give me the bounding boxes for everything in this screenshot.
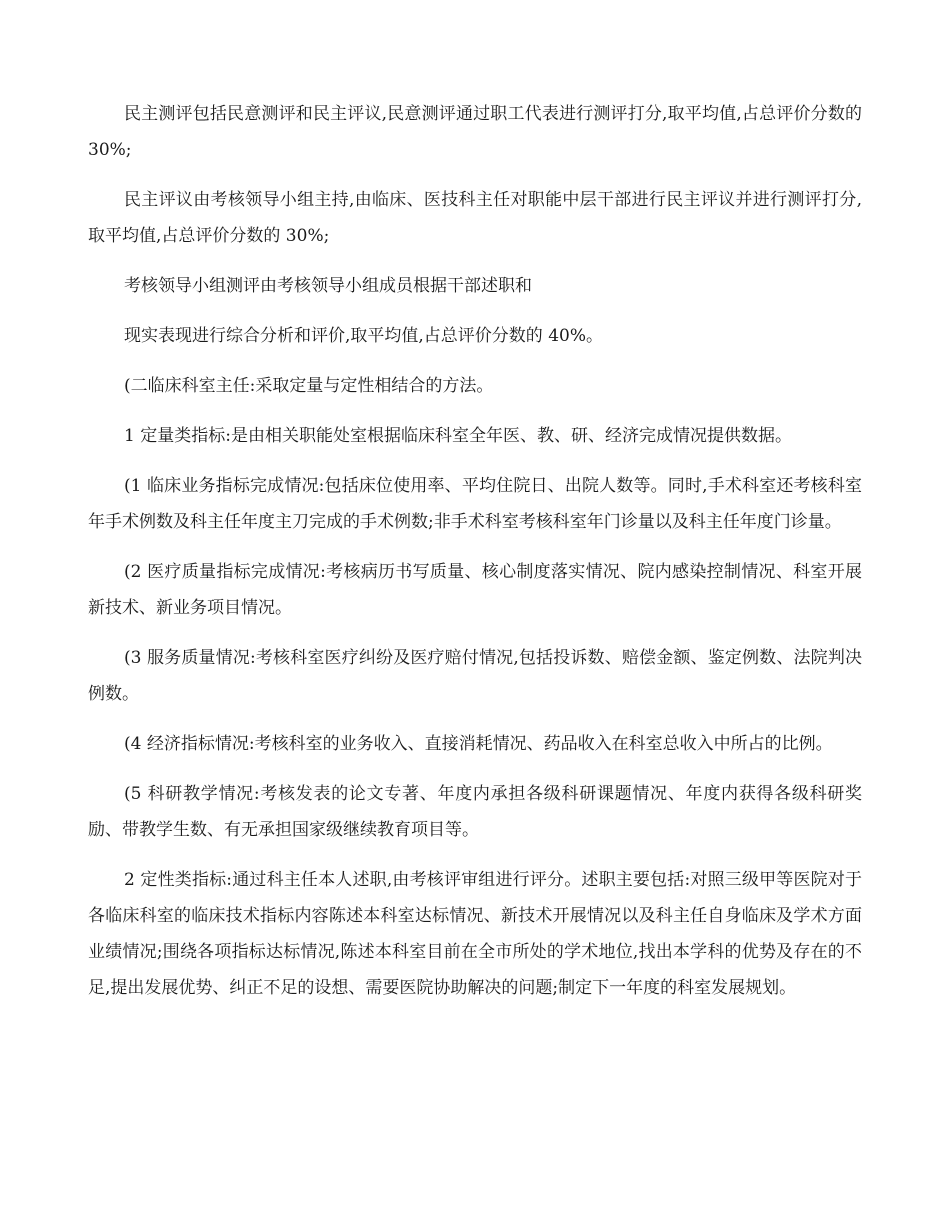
paragraph-democratic-review: 民主评议由考核领导小组主持,由临床、医技科主任对职能中层干部进行民主评议并进行测评打分,取平均值,占总评价分数的 30%; — [88, 190, 862, 246]
paragraph-leadership-assessment-cont: 现实表现进行综合分析和评价,取平均值,占总评价分数的 40%。 — [124, 326, 603, 346]
paragraph-leadership-assessment: 考核领导小组测评由考核领导小组成员根据干部述职和 — [124, 276, 532, 296]
paragraph-clinical-director: (二临床科室主任:采取定量与定性相结合的方法。 — [124, 376, 494, 396]
paragraph-economic-indicators: (4 经济指标情况:考核科室的业务收入、直接消耗情况、药品收入在科室总收入中所占的比例。 — [124, 734, 833, 754]
paragraph-democratic-assessment: 民主测评包括民意测评和民主评议,民意测评通过职工代表进行测评打分,取平均值,占总评价分数的 30%; — [88, 104, 862, 160]
paragraph-research-teaching: (5 科研教学情况:考核发表的论文专著、年度内承担各级科研课题情况、年度内获得各级科研奖励、带教学生数、有无承担国家级继续教育项目等。 — [88, 784, 862, 840]
document-body — [88, 96, 862, 1020]
paragraph-clinical-business: (1 临床业务指标完成情况:包括床位使用率、平均住院日、出院人数等。同时,手术科室还考核科室年手术例数及科主任年度主刀完成的手术例数;非手术科室考核科室年门诊量以及科主任年度门诊量。 — [88, 476, 862, 532]
paragraph-medical-quality: (2 医疗质量指标完成情况:考核病历书写质量、核心制度落实情况、院内感染控制情况、科室开展新技术、新业务项目情况。 — [88, 562, 862, 618]
paragraph-quantitative-indicators: 1 定量类指标:是由相关职能处室根据临床科室全年医、教、研、经济完成情况提供数据。 — [124, 426, 792, 446]
paragraph-qualitative-indicators: 2 定性类指标:通过科主任本人述职,由考核评审组进行评分。述职主要包括:对照三级甲等医院对于各临床科室的临床技术指标内容陈述本科室达标情况、新技术开展情况以及科主任自身临床及学术方面业绩情况;围绕各项指标达标情况,陈述本科室目前在全市所处的学术地位,找出本学科的优势及存在的不足,提出发展优势、纠正不足的设想、需要医院协助解决的问题;制定下一年度的科室发展规划。 — [88, 870, 862, 998]
paragraph-service-quality: (3 服务质量情况:考核科室医疗纠纷及医疗赔付情况,包括投诉数、赔偿金额、鉴定例数、法院判决例数。 — [88, 648, 862, 704]
